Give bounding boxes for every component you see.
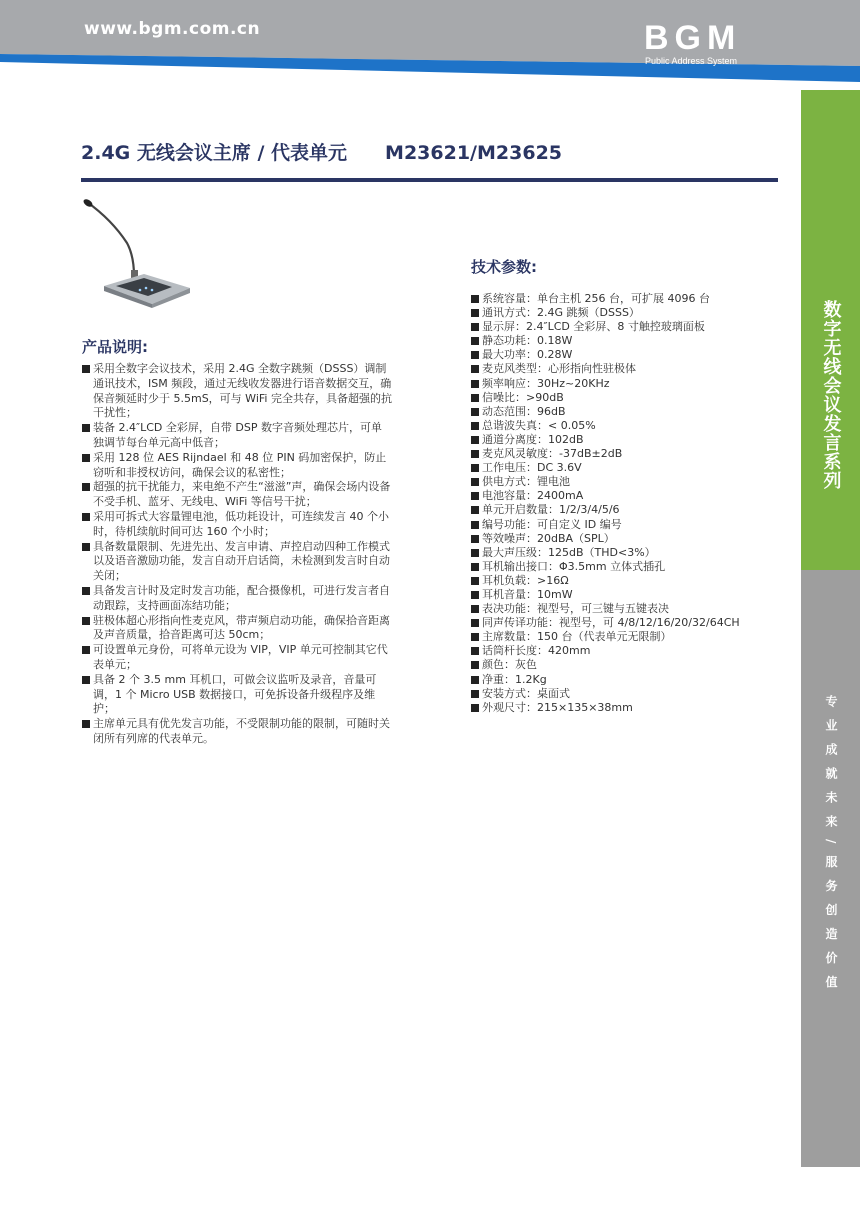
description-item: 具备 2 个 3.5 mm 耳机口，可做会议监听及录音，音量可调，1 个 Micro USB 数据接口，可免拆设备升级程序及维护； [82,673,392,717]
title-rule [81,178,778,182]
page-header [0,0,860,95]
spec-item: 工作电压：DC 3.6V [471,461,791,475]
spec-item: 等效噪声：20dBA（SPL） [471,532,791,546]
description-heading: 产品说明: [82,338,148,356]
description-item: 具备数量限制、先进先出、发言申请、声控启动四种工作模式以及语音激励功能，发言自动开启话筒，未检测到发言时自动关闭； [82,540,392,584]
page-title [81,138,562,165]
spec-item: 净重：1.2Kg [471,673,791,687]
side-band [801,90,860,1227]
spec-item: 表决功能：视型号，可三键与五键表决 [471,602,791,616]
spec-item: 总谐波失真：< 0.05% [471,419,791,433]
spec-item: 系统容量：单台主机 256 台，可扩展 4096 台 [471,292,791,306]
spec-item: 通讯方式：2.4G 跳频（DSSS） [471,306,791,320]
bgm-logo [644,20,754,68]
site-url[interactable]: www.bgm.com.cn [84,19,261,39]
description-item: 可设置单元身份，可将单元设为 VIP，VIP 单元可控制其它代表单元； [82,643,392,673]
conference-microphone-icon [82,198,194,310]
description-item: 采用 128 位 AES Rijndael 和 48 位 PIN 码加密保护，防止窃听和非授权访问，确保会议的私密性； [82,451,392,481]
spec-item: 通道分离度：102dB [471,433,791,447]
slogan: 专业成就未来/服务创造价值 [824,695,838,1000]
spec-item: 单元开启数量：1/2/3/4/5/6 [471,503,791,517]
product-name: 2.4G 无线会议主席 / 代表单元 [81,142,348,164]
page-number: 132 [820,1214,841,1227]
spec-item: 耳机负载：>16Ω [471,574,791,588]
spec-item: 供电方式：锂电池 [471,475,791,489]
spec-item: 最大功率：0.28W [471,348,791,362]
spec-item: 同声传译功能：视型号，可 4/8/12/16/20/32/64CH [471,616,791,630]
description-item: 具备发言计时及定时发言功能，配合摄像机，可进行发言者自动跟踪，支持画面冻结功能； [82,584,392,614]
logo-text: BGM [644,19,742,57]
logo-subtitle: Public Address System [645,56,738,66]
spec-item: 主席数量：150 台（代表单元无限制） [471,630,791,644]
spec-item: 话筒杆长度：420mm [471,644,791,658]
specs-heading: 技术参数: [471,258,537,276]
spec-item: 安装方式：桌面式 [471,687,791,701]
specs-list [471,292,791,715]
spec-item: 最大声压级：125dB（THD<3%） [471,546,791,560]
spec-item: 耳机音量：10mW [471,588,791,602]
description-item: 驻极体超心形指向性麦克风，带声频启动功能，确保拾音距离及声音质量，拾音距离可达 50cm； [82,614,392,644]
series-title: 数字无线会议发言系列 [820,300,842,490]
spec-item: 麦克风灵敏度：-37dB±2dB [471,447,791,461]
spec-item: 麦克风类型：心形指向性驻极体 [471,362,791,376]
spec-item: 编号功能：可自定义 ID 编号 [471,518,791,532]
description-item: 主席单元具有优先发言功能，不受限制功能的限制，可随时关闭所有列席的代表单元。 [82,717,392,747]
spec-item: 外观尺寸：215×135×38mm [471,701,791,715]
description-item: 采用全数字会议技术，采用 2.4G 全数字跳频（DSSS）调制通讯技术，ISM 频段，通过无线收发器进行语音数据交互，确保音频延时少于 5.5mS，可与 WiFi 完全共存，具备超强的抗干扰性； [82,362,392,421]
spec-item: 频率响应：30Hz~20KHz [471,377,791,391]
model-number: M23621/M23625 [385,142,563,164]
spec-item: 信噪比：>90dB [471,391,791,405]
spec-item: 耳机输出接口：Φ3.5mm 立体式插孔 [471,560,791,574]
description-list [82,362,392,747]
spec-item: 动态范围：96dB [471,405,791,419]
description-item: 采用可拆式大容量锂电池，低功耗设计，可连续发言 40 个小时，待机续航时间可达 160 个小时； [82,510,392,540]
spec-item: 静态功耗：0.18W [471,334,791,348]
spec-item: 颜色：灰色 [471,658,791,672]
description-item: 装备 2.4″LCD 全彩屏，自带 DSP 数字音频处理芯片，可单独调节每台单元高中低音； [82,421,392,451]
spec-item: 显示屏：2.4″LCD 全彩屏、8 寸触控玻璃面板 [471,320,791,334]
spec-item: 电池容量：2400mA [471,489,791,503]
description-item: 超强的抗干扰能力，来电绝不产生“滋滋”声，确保会场内设备不受手机、蓝牙、无线电、WiFi 等信号干扰； [82,480,392,510]
